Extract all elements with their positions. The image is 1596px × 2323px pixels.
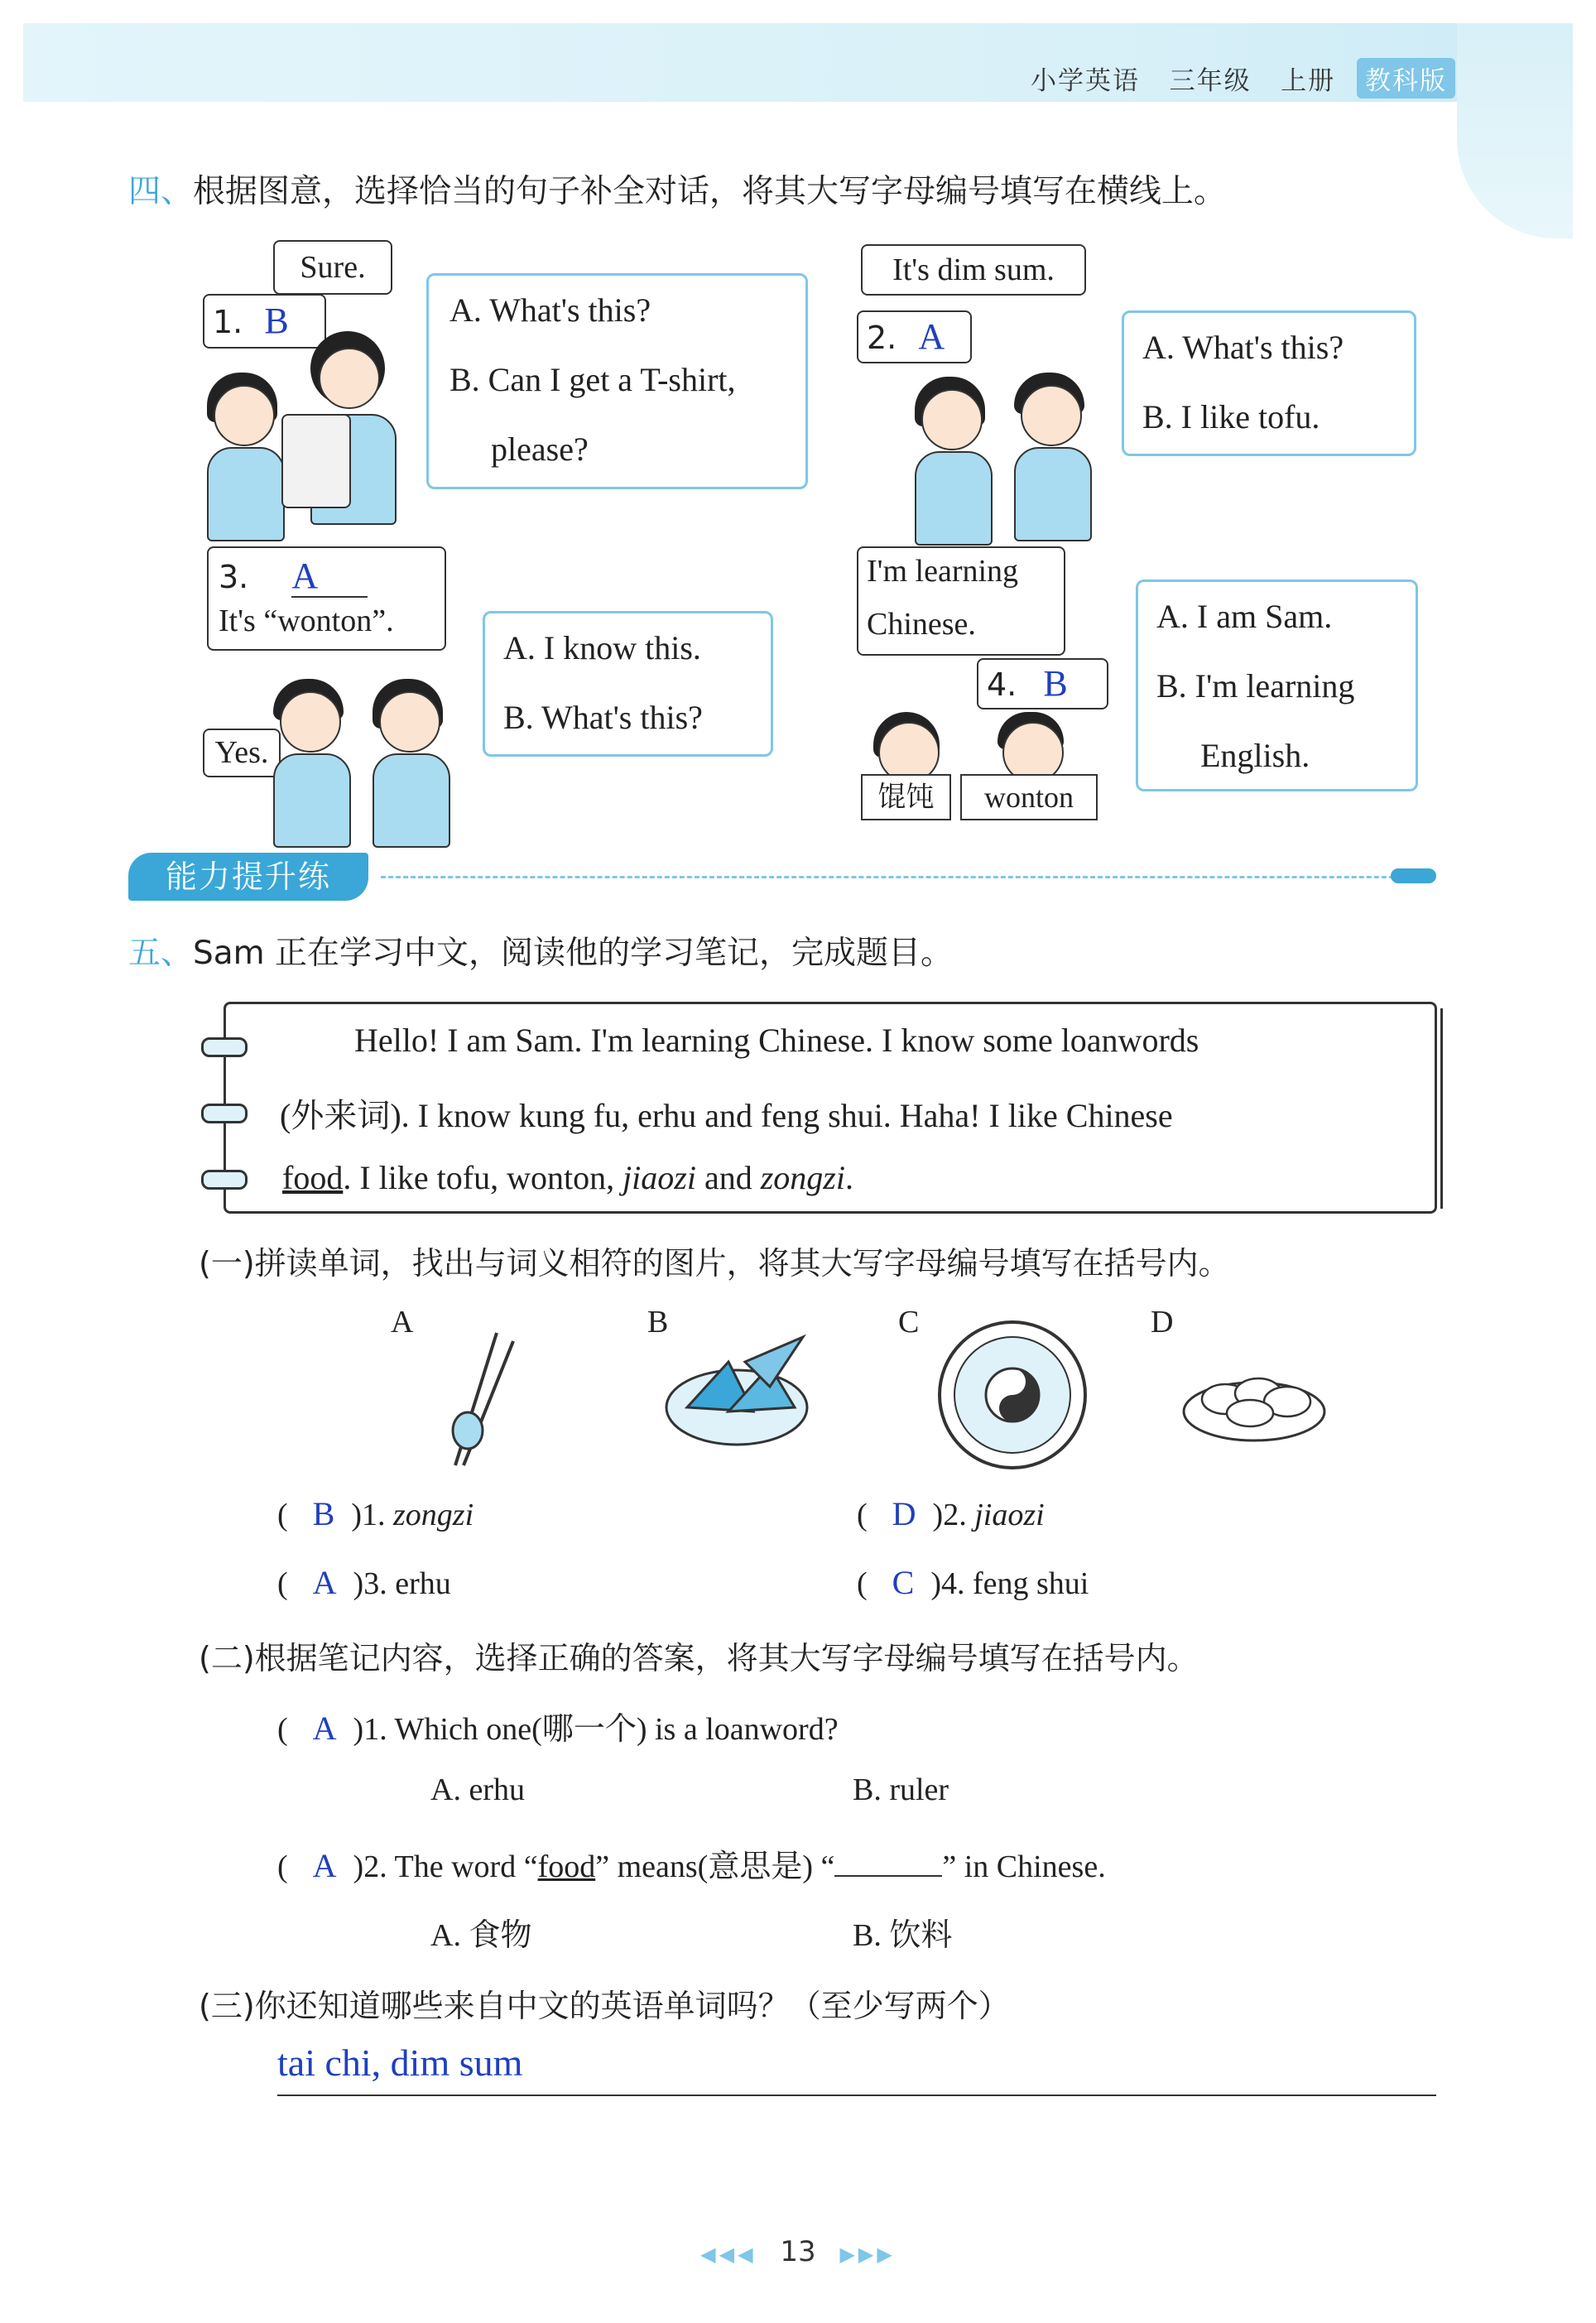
part2-q2-opt-a: A. 食物 (430, 1918, 532, 1953)
ability-tag: 能力提升练 (128, 853, 368, 901)
right-arrows-icon: ▶▶▶ (839, 2243, 896, 2266)
part1-title: (一)拼读单词，找出与词义相符的图片，将其大写字母编号填写在括号内。 (199, 1245, 1230, 1282)
answer-bubble-1: 1. B (203, 294, 326, 349)
feng-shui-picture (934, 1316, 1091, 1474)
pic-label-c: C (898, 1305, 920, 1339)
left-arrows-icon: ◀◀◀ (700, 2243, 757, 2266)
part2-q2-opt-b: B. 饮料 (853, 1918, 953, 1953)
options-box-1: A. What's this? B. Can I get a T-shirt, please? (426, 273, 808, 489)
answer-4: B (1043, 663, 1068, 704)
part2-q2: ( A )2. The word “food” means(意思是) “ ” in Chinese. (277, 1847, 1106, 1884)
part1-q3: ( A )3. erhu (277, 1564, 451, 1601)
section5-number: 五、 (128, 935, 194, 972)
dashed-divider (381, 876, 1424, 878)
part1-answer-1: B (312, 1495, 335, 1532)
speech-bubble-sure: Sure. (273, 240, 392, 295)
erhu-picture (430, 1325, 546, 1474)
speech-bubble-wonton: 3. A It's “wonton”. (207, 546, 446, 651)
volume: 上册 (1281, 66, 1336, 96)
answer-3: A (291, 556, 368, 598)
answer-bubble-4: 4. B (977, 658, 1108, 709)
edition-badge: 教科版 (1357, 58, 1455, 99)
part2-answer-1: A (312, 1710, 337, 1747)
pic-label-a: A (391, 1305, 414, 1339)
speech-bubble-dim-sum: It's dim sum. (861, 244, 1086, 296)
note-line-2: (外来词). I know kung fu, erhu and feng shui. Haha! I like Chinese (280, 1097, 1173, 1134)
page-number: 13 (780, 2235, 816, 2268)
divider-end-icon (1391, 868, 1436, 883)
part2-q1-opt-a: A. erhu (430, 1772, 525, 1807)
note-line-3: food. I like tofu, wonton, jiaozi and zongzi. (282, 1159, 853, 1196)
part2-q1-opt-b: B. ruler (853, 1772, 949, 1807)
part1-q2: ( D )2. jiaozi (857, 1495, 1045, 1532)
notebook-pages-edge (1430, 1008, 1443, 1209)
header-decoration (1457, 23, 1573, 238)
study-notebook (224, 1002, 1437, 1214)
options-box-2: A. What's this? B. I like tofu. (1122, 310, 1416, 456)
answer-line (277, 2095, 1436, 2096)
notebook-ring-icon (201, 1170, 248, 1190)
page-footer (0, 2235, 1596, 2268)
options-box-3: A. I know this. B. What's this? (483, 611, 773, 757)
answer-bubble-2: 2. A (857, 310, 972, 363)
part3-answer: tai chi, dim sum (277, 2042, 523, 2084)
grade: 三年级 (1169, 66, 1252, 96)
notebook-ring-icon (201, 1037, 248, 1057)
part1-answer-2: D (892, 1495, 916, 1532)
part1-q4: ( C )4. feng shui (857, 1564, 1089, 1601)
part2-title: (二)根据笔记内容，选择正确的答案，将其大写字母编号填写在括号内。 (199, 1640, 1199, 1676)
subject: 小学英语 (1031, 66, 1141, 96)
pic-label-b: B (647, 1305, 669, 1339)
part1-answer-3: A (312, 1564, 337, 1601)
section4-title (128, 166, 1226, 212)
section4-instruction: 根据图意，选择恰当的句子补全对话，将其大写字母编号填写在横线上。 (193, 173, 1227, 210)
notebook-ring-icon (201, 1104, 248, 1123)
sign-wonton-chinese: 馄饨 (861, 774, 951, 820)
part1-answer-4: C (892, 1564, 915, 1601)
answer-1: B (264, 301, 289, 341)
speech-bubble-yes: Yes. (203, 729, 281, 777)
sign-wonton-english: wonton (960, 774, 1098, 820)
jiaozi-picture (1180, 1354, 1329, 1445)
book-header (1031, 58, 1455, 99)
part1-q1: ( B )1. zongzi (277, 1495, 474, 1532)
answer-2: A (918, 316, 945, 357)
part3-title: (三)你还知道哪些来自中文的英语单词吗？（至少写两个） (199, 1988, 1010, 2024)
part2-q1: ( A )1. Which one(哪一个) is a loanword? (277, 1710, 839, 1747)
section4-number: 四、 (128, 173, 194, 210)
options-box-4: A. I am Sam. B. I'm learning English. (1136, 580, 1418, 791)
section5-title (128, 927, 953, 974)
section5-instruction: Sam 正在学习中文，阅读他的学习笔记，完成题目。 (193, 935, 954, 972)
part2-answer-2: A (312, 1847, 337, 1884)
t-shirt (281, 414, 351, 508)
note-line-1: Hello! I am Sam. I'm learning Chinese. I know some loanwords (354, 1022, 1199, 1059)
pic-label-d: D (1151, 1305, 1174, 1339)
zongzi-picture (662, 1329, 811, 1453)
speech-bubble-learning: I'm learning Chinese. (857, 546, 1065, 656)
